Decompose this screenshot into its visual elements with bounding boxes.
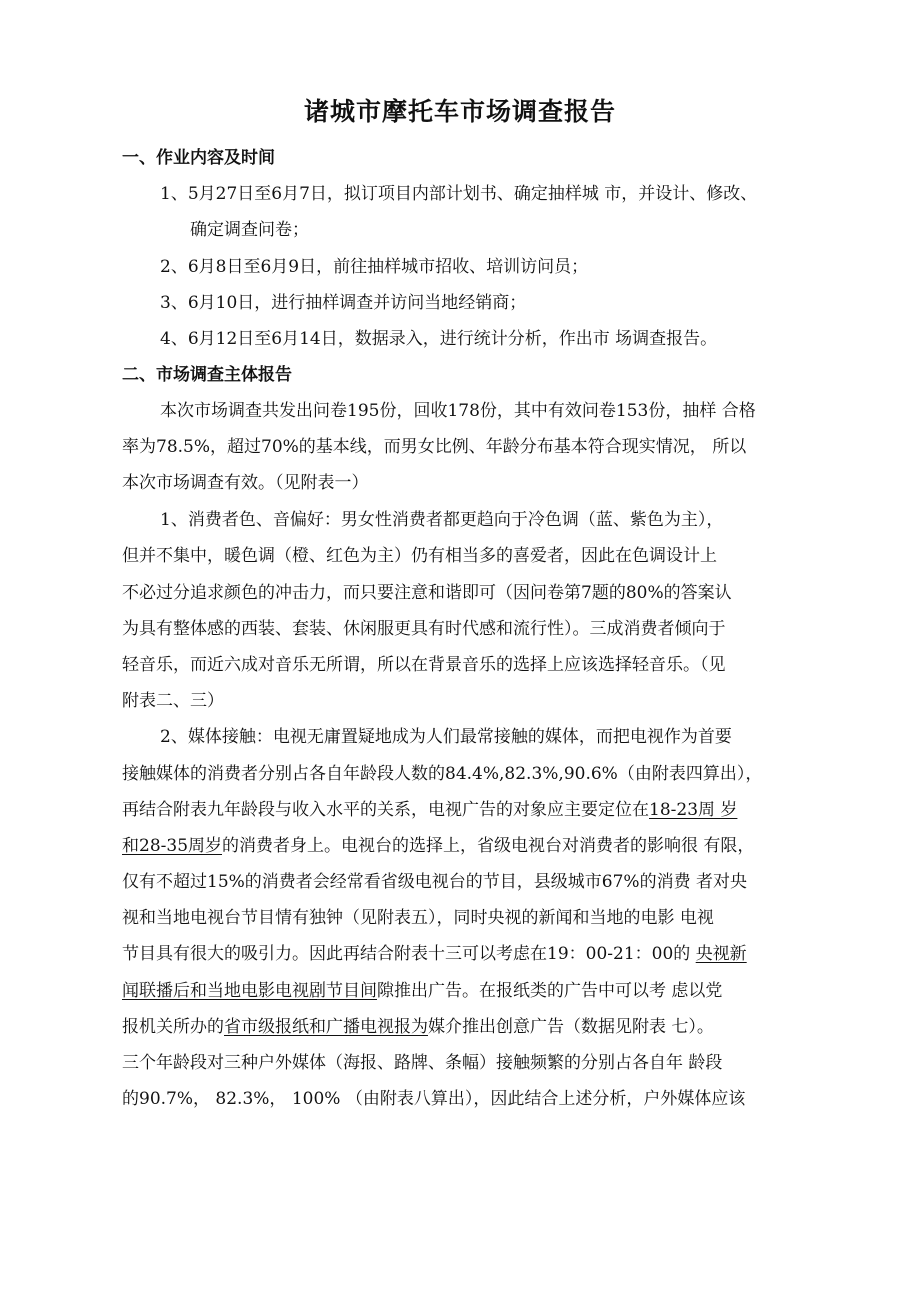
- p2-line-5: 仅有不超过15%的消费者会经常看省级电视台的节目，县级城市67%的消费 者对央: [122, 872, 747, 892]
- p2-line-3-text: 再结合附表九年龄段与收入水平的关系，电视广告的对象应主要定位在: [122, 800, 649, 820]
- p1-line-6: 附表二、三）: [122, 691, 224, 711]
- p2-line-3-underlined: 18-23周 岁: [649, 800, 738, 820]
- p2-line-9-text-a: 报机关所办的: [122, 1017, 224, 1037]
- p2-line-4-underlined: 和28-35周岁: [122, 836, 223, 856]
- p2-line-9-text-b: 媒介推出创意广告（数据见附表 七）。: [428, 1017, 714, 1037]
- p2-line-8-text: 隙推出广告。在报纸类的广告中可以考 虑以党: [377, 981, 723, 1001]
- section1-item-1-line-2: 确定调查问卷；: [190, 220, 309, 240]
- section1-item-2: 2、6月8日至6月9日，前往抽样城市招收、培训访问员；: [160, 257, 589, 277]
- p1-line-4: 为具有整体感的西装、套装、休闲服更具有时代感和流行性）。三成消费者倾向于: [122, 619, 726, 639]
- p2-line-4: [122, 835, 754, 857]
- intro-line-2: 率为78.5%，超过70%的基本线，而男女比例、年龄分布基本符合现实情况， 所以: [122, 437, 747, 457]
- section1-item-1-line-1: 1、5月27日至6月7日，拟订项目内部计划书、确定抽样城 市，并设计、修改、: [160, 184, 758, 204]
- p2-line-8: [122, 980, 722, 1002]
- p2-line-7-text: 节目具有很大的吸引力。因此再结合附表十三可以考虑在19：00-21：00的: [122, 944, 696, 964]
- p2-line-10: 三个年龄段对三种户外媒体（海报、路牌、条幅）接触频繁的分别占各自年 龄段: [122, 1053, 723, 1073]
- p2-line-3: [122, 799, 737, 821]
- p2-line-4-text: 的消费者身上。电视台的选择上，省级电视台对消费者的影响很 有限，: [222, 836, 755, 856]
- p2-line-1: 2、媒体接触：电视无庸置疑地成为人们最常接触的媒体，而把电视作为首要: [160, 727, 732, 747]
- p2-line-7: [122, 943, 747, 965]
- p1-line-3: 不必过分追求颜色的冲击力，而只要注意和谐即可（因问卷第7题的80%的答案认: [122, 583, 732, 603]
- section2-heading: 二、市场调查主体报告: [122, 365, 292, 385]
- section1-item-4: 4、6月12日至6月14日，数据录入，进行统计分析，作出市 场调查报告。: [160, 329, 718, 349]
- p2-line-7-underlined: 央视新: [695, 944, 747, 964]
- p2-line-8-underlined: 闻联播后和当地电影电视剧节目间: [122, 981, 377, 1001]
- p1-line-5: 轻音乐，而近六成对音乐无所谓，所以在背景音乐的选择上应该选择轻音乐。（见: [122, 655, 726, 675]
- p2-line-6: 视和当地电视台节目情有独钟（见附表五），同时央视的新闻和当地的电影 电视: [122, 908, 714, 928]
- p2-line-9-underlined: 省市级报纸和广播电视报为: [224, 1017, 428, 1037]
- p1-line-2: 但并不集中，暖色调（橙、红色为主）仍有相当多的喜爱者，因此在色调设计上: [122, 546, 717, 566]
- intro-line-3: 本次市场调查有效。（见附表一）: [122, 473, 369, 493]
- p1-line-1: 1、消费者色、音偏好：男女性消费者都更趋向于冷色调（蓝、紫色为主），: [160, 510, 724, 530]
- intro-line-1: 本次市场调查共发出问卷195份，回收178份，其中有效问卷153份，抽样 合格: [160, 401, 756, 421]
- section1-item-3: 3、6月10日，进行抽样调查并访问当地经销商；: [160, 293, 527, 313]
- p2-line-2: 接触媒体的消费者分别占各自年龄段人数的84.4%,82.3%,90.6%（由附表四算出），: [122, 764, 763, 784]
- section1-heading: 一、作业内容及时间: [122, 148, 275, 168]
- page-title: 诸城市摩托车市场调查报告: [303, 97, 616, 126]
- p2-line-11: 的90.7%， 82.3%， 100% （由附表八算出），因此结合上述分析，户外媒体应该: [122, 1089, 746, 1109]
- p2-line-9: [122, 1016, 714, 1038]
